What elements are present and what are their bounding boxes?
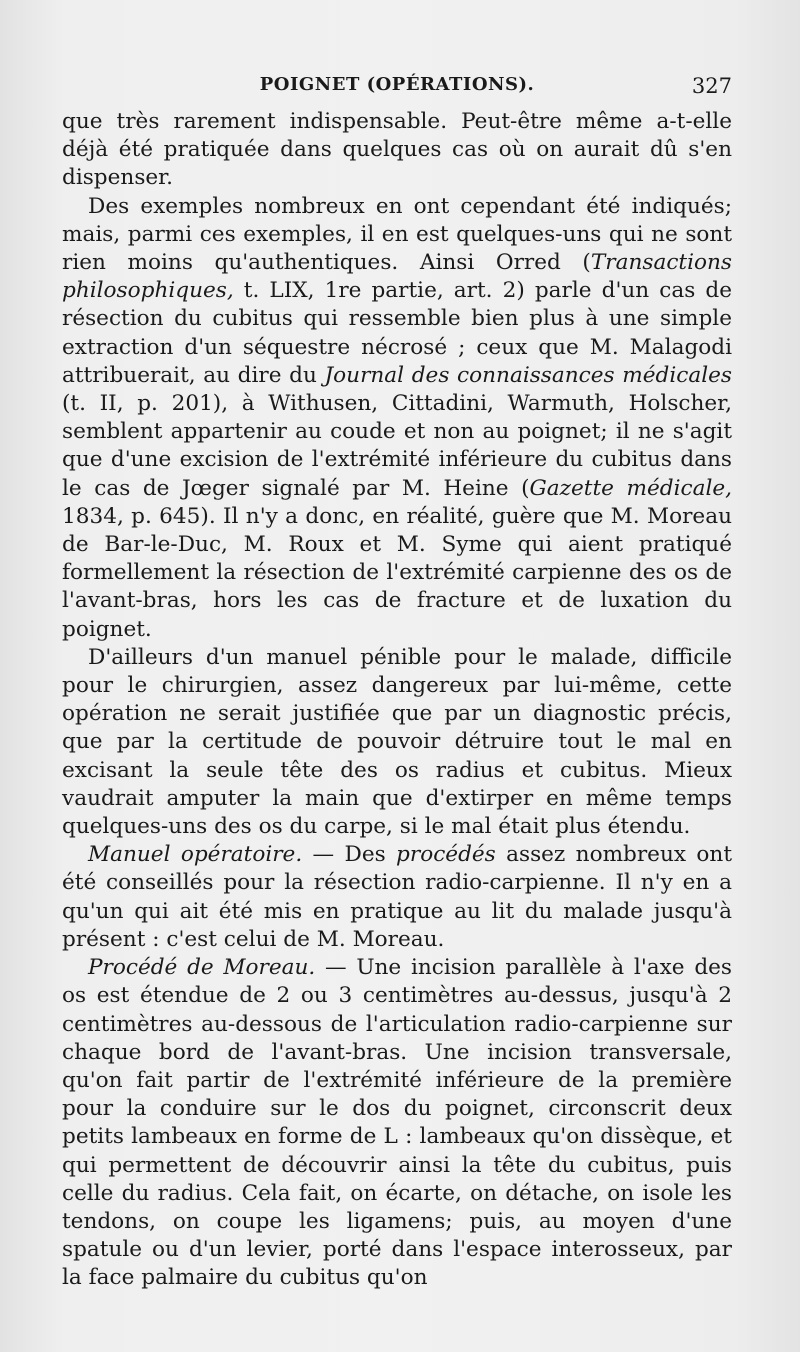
paragraph-5-text-b: — Une incision parallèle à l'axe des os est étendue de 2 ou 3 centimètres au-dessus, jusqu'à 2 centimètres au-dessous de l'articulation radio-carpienne sur chaque bord de l'avant-bras. Une incision transversale, qu'on fait partir de l'extrémité inférieure de la première pour la conduire sur le dos du poignet, circonscrit deux petits lambeaux en forme de L : lambeaux qu'on dissèque, et qui permettent de découvrir ainsi la tête du cubitus, puis celle du radius. Cela fait, on écarte, on détache, on isole les tendons, on coupe les ligamens; puis, au moyen d'une spatule ou d'un levier, porté dans l'espace interosseux, par la face palmaire du cubitus qu'on — [62, 955, 733, 1291]
paragraph-3: D'ailleurs d'un manuel pénible pour le malade, difficile pour le chirurgien, assez dangereux par lui-même, cette opération ne serait justifiée que par un diagnostic précis, que par la certitude de pouvoir détruire tout le mal en excisant la seule tête des os radius et cubitus. Mieux vaudrait amputer la main que d'extirper en même temps quelques-uns des os du carpe, si le mal était plus étendu. — [62, 644, 732, 840]
paragraph-2-text-c: t. LIX, 1re partie, art. 2) parle d'un cas de résection du cubitus qui ressemble bien plus à une simple extraction d'un séquestre nécrosé ; ceux que M. Malagodi attribuerait, au dire du — [62, 278, 732, 388]
paragraph-2-text-e: (t. II, p. 201), à Withusen, Cittadini, Warmuth, Holscher, semblent appartenir au coude et non au poignet; il ne s'agit que d'une excision de l'extrémité inférieure du cubitus dans le cas de Jœger signalé par M. Heine ( — [62, 391, 732, 501]
paragraph-4-text-d: assez nombreux ont été conseillés pour la résection radio-carpienne. Il n'y en a qu'un qui ait été mis en pratique au lit du malade jusqu'à présent : c'est celui de M. Moreau. — [62, 842, 732, 952]
citation-transactions-philosophiques: Transactions philosophiques, — [62, 250, 732, 304]
term-procedes: procédés — [396, 842, 496, 868]
body-text — [62, 108, 732, 1293]
paragraph-4-text-b: — Des — [302, 842, 397, 868]
citation-journal-connaissances-medicales: Journal des connaissances médicales — [324, 362, 732, 388]
page-number: 327 — [691, 74, 732, 98]
citation-gazette-medicale: Gazette médicale, — [529, 475, 732, 501]
section-heading-procede-moreau: Procédé de Moreau. — [88, 955, 316, 981]
section-heading-manuel-operatoire: Manuel opératoire. — [88, 842, 303, 868]
running-head: POIGNET (OPÉRATIONS). — [259, 74, 535, 95]
paragraph-2-text-g: 1834, p. 645). Il n'y a donc, en réalité, guère que M. Moreau de Bar-le-Duc, M. Roux et M. Syme qui aient pratiqué formellement la résection de l'extrémité carpienne des os de l'avant-bras, hors les cas de fracture et de luxation du poignet. — [62, 503, 732, 642]
paragraph-2 — [62, 193, 732, 644]
paragraph-5 — [62, 954, 732, 1292]
paragraph-1: que très rarement indispensable. Peut-être même a-t-elle déjà été pratiquée dans quelques cas où on aurait dû s'en dispenser. — [62, 109, 732, 191]
page-header — [62, 74, 732, 104]
paragraph-4 — [62, 841, 732, 954]
paragraph-2-text-a: Des exemples nombreux en ont cependant été indiqués; mais, parmi ces exemples, il en est quelques-uns qui ne sont rien moins qu'authentiques. Ainsi Orred ( — [62, 193, 732, 276]
